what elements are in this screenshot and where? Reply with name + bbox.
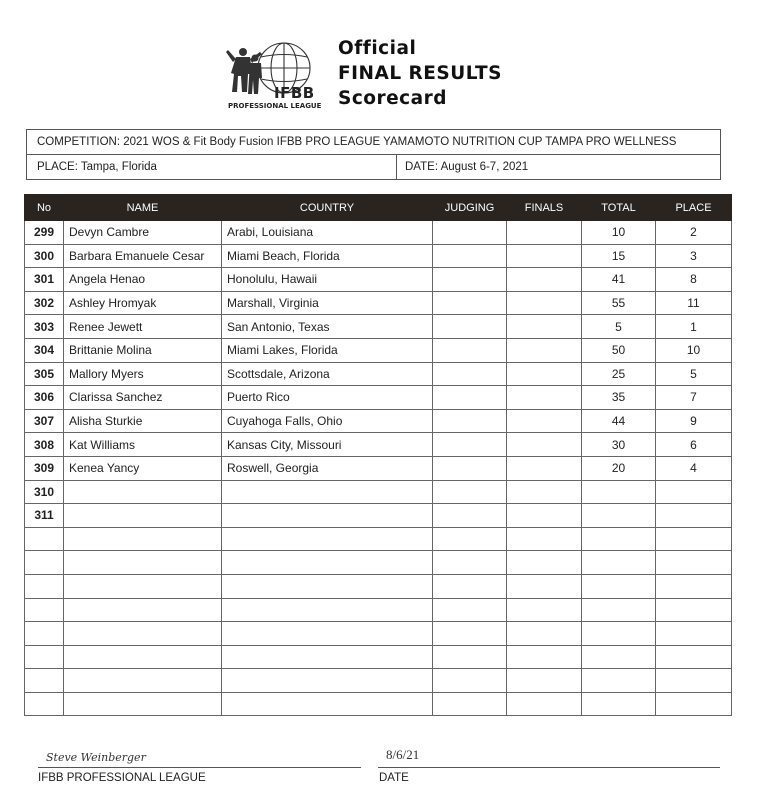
cell-finals [507, 622, 582, 646]
cell-name: Clarissa Sanchez [64, 386, 222, 410]
cell-place: 4 [656, 456, 732, 480]
cell-judging [433, 574, 507, 598]
cell-no: 299 [25, 221, 64, 245]
cell-no: 303 [25, 315, 64, 339]
cell-country: Honolulu, Hawaii [222, 268, 433, 292]
cell-name: Renee Jewett [64, 315, 222, 339]
table-row [25, 527, 732, 551]
cell-no: 307 [25, 409, 64, 433]
cell-judging [433, 244, 507, 268]
cell-name [64, 527, 222, 551]
cell-country: Miami Lakes, Florida [222, 338, 433, 362]
competition-label: COMPETITION: 2021 WOS & Fit Body Fusion IFBB PRO LEAGUE YAMAMOTO NUTRITION CUP TAMPA PRO WELLNESS [27, 130, 720, 155]
table-row [25, 338, 732, 362]
table-row [25, 268, 732, 292]
cell-name: Devyn Cambre [64, 221, 222, 245]
cell-judging [433, 433, 507, 457]
cell-judging [433, 409, 507, 433]
cell-judging [433, 669, 507, 693]
table-row [25, 362, 732, 386]
cell-finals [507, 645, 582, 669]
cell-total: 41 [582, 268, 656, 292]
cell-total: 35 [582, 386, 656, 410]
cell-place: 8 [656, 268, 732, 292]
cell-no: 311 [25, 504, 64, 528]
cell-judging [433, 645, 507, 669]
cell-no [25, 527, 64, 551]
cell-place: 11 [656, 291, 732, 315]
cell-country [222, 669, 433, 693]
cell-no: 308 [25, 433, 64, 457]
cell-place: 3 [656, 244, 732, 268]
cell-judging [433, 386, 507, 410]
header-country: COUNTRY [222, 195, 433, 221]
cell-name: Kenea Yancy [64, 456, 222, 480]
signature-line [38, 767, 361, 768]
cell-name: Alisha Sturkie [64, 409, 222, 433]
cell-total [582, 669, 656, 693]
cell-place: 5 [656, 362, 732, 386]
cell-judging [433, 221, 507, 245]
cell-country: Roswell, Georgia [222, 456, 433, 480]
cell-country [222, 480, 433, 504]
cell-total [582, 480, 656, 504]
cell-name [64, 692, 222, 716]
cell-no: 302 [25, 291, 64, 315]
table-row [25, 622, 732, 646]
competition-info-box [26, 129, 721, 180]
cell-finals [507, 456, 582, 480]
cell-finals [507, 669, 582, 693]
cell-finals [507, 315, 582, 339]
cell-total [582, 574, 656, 598]
cell-no [25, 645, 64, 669]
cell-place [656, 504, 732, 528]
table-row [25, 551, 732, 575]
cell-finals [507, 268, 582, 292]
cell-total [582, 598, 656, 622]
cell-name: Barbara Emanuele Cesar [64, 244, 222, 268]
cell-finals [507, 221, 582, 245]
cell-finals [507, 291, 582, 315]
table-row [25, 244, 732, 268]
cell-no: 304 [25, 338, 64, 362]
cell-total [582, 551, 656, 575]
cell-finals [507, 598, 582, 622]
header-place: PLACE [656, 195, 732, 221]
cell-finals [507, 527, 582, 551]
table-row [25, 574, 732, 598]
cell-finals [507, 574, 582, 598]
cell-no: 309 [25, 456, 64, 480]
cell-finals [507, 504, 582, 528]
cell-no: 305 [25, 362, 64, 386]
cell-total: 44 [582, 409, 656, 433]
cell-total [582, 645, 656, 669]
cell-judging [433, 315, 507, 339]
table-row [25, 456, 732, 480]
cell-judging [433, 551, 507, 575]
cell-country [222, 551, 433, 575]
cell-country [222, 692, 433, 716]
cell-judging [433, 480, 507, 504]
cell-name [64, 598, 222, 622]
cell-finals [507, 692, 582, 716]
cell-country [222, 645, 433, 669]
cell-place [656, 598, 732, 622]
cell-total: 15 [582, 244, 656, 268]
cell-total: 10 [582, 221, 656, 245]
cell-country: San Antonio, Texas [222, 315, 433, 339]
header-name: NAME [64, 195, 222, 221]
header-judging: JUDGING [433, 195, 507, 221]
date-line [378, 767, 720, 768]
cell-judging [433, 268, 507, 292]
cell-country [222, 504, 433, 528]
header-no: No [25, 195, 64, 221]
cell-country: Miami Beach, Florida [222, 244, 433, 268]
cell-name: Ashley Hromyak [64, 291, 222, 315]
cell-finals [507, 480, 582, 504]
title-line-2: FINAL RESULTS [338, 63, 502, 84]
page-title [338, 36, 502, 111]
cell-place [656, 645, 732, 669]
table-row [25, 221, 732, 245]
org-label: IFBB PROFESSIONAL LEAGUE [38, 772, 206, 784]
cell-name [64, 574, 222, 598]
cell-name [64, 504, 222, 528]
cell-place [656, 622, 732, 646]
cell-no [25, 622, 64, 646]
table-row [25, 315, 732, 339]
cell-total: 55 [582, 291, 656, 315]
cell-country [222, 622, 433, 646]
cell-judging [433, 362, 507, 386]
signed-date: 8/6/21 [386, 747, 420, 762]
cell-place: 10 [656, 338, 732, 362]
cell-country [222, 598, 433, 622]
cell-place [656, 574, 732, 598]
cell-name [64, 669, 222, 693]
header-total: TOTAL [582, 195, 656, 221]
cell-no: 301 [25, 268, 64, 292]
cell-finals [507, 551, 582, 575]
cell-place [656, 480, 732, 504]
cell-name [64, 645, 222, 669]
cell-finals [507, 433, 582, 457]
cell-country: Cuyahoga Falls, Ohio [222, 409, 433, 433]
cell-judging [433, 622, 507, 646]
cell-name [64, 622, 222, 646]
table-row [25, 386, 732, 410]
date-footer-label: DATE [379, 772, 409, 784]
cell-country: Arabi, Louisiana [222, 221, 433, 245]
cell-country [222, 527, 433, 551]
signature: Steve Weinberger [46, 751, 146, 764]
cell-place [656, 551, 732, 575]
cell-place: 1 [656, 315, 732, 339]
cell-country [222, 574, 433, 598]
table-row [25, 504, 732, 528]
cell-finals [507, 244, 582, 268]
table-row [25, 409, 732, 433]
table-row [25, 692, 732, 716]
cell-total [582, 692, 656, 716]
table-row [25, 645, 732, 669]
date-label: DATE: August 6-7, 2021 [405, 161, 529, 173]
cell-place [656, 527, 732, 551]
cell-name: Brittanie Molina [64, 338, 222, 362]
cell-judging [433, 504, 507, 528]
table-row [25, 433, 732, 457]
cell-no: 306 [25, 386, 64, 410]
cell-finals [507, 386, 582, 410]
cell-country: Scottsdale, Arizona [222, 362, 433, 386]
cell-total: 5 [582, 315, 656, 339]
cell-no [25, 551, 64, 575]
cell-no: 310 [25, 480, 64, 504]
cell-total: 25 [582, 362, 656, 386]
table-row [25, 291, 732, 315]
table-row [25, 598, 732, 622]
cell-country: Marshall, Virginia [222, 291, 433, 315]
cell-judging [433, 291, 507, 315]
cell-no [25, 574, 64, 598]
cell-total: 20 [582, 456, 656, 480]
table-row [25, 669, 732, 693]
cell-finals [507, 338, 582, 362]
cell-place [656, 692, 732, 716]
cell-no [25, 598, 64, 622]
cell-judging [433, 692, 507, 716]
title-line-3: Scorecard [338, 88, 447, 109]
table-row [25, 480, 732, 504]
cell-place [656, 669, 732, 693]
cell-total [582, 527, 656, 551]
title-line-1: Official [338, 38, 417, 59]
cell-no [25, 692, 64, 716]
cell-place: 9 [656, 409, 732, 433]
ifbb-logo [222, 40, 327, 112]
cell-place: 6 [656, 433, 732, 457]
cell-country: Kansas City, Missouri [222, 433, 433, 457]
header-finals: FINALS [507, 195, 582, 221]
cell-judging [433, 527, 507, 551]
cell-total [582, 504, 656, 528]
cell-judging [433, 456, 507, 480]
cell-name: Mallory Myers [64, 362, 222, 386]
logo-subtext: PROFESSIONAL LEAGUE [228, 102, 322, 110]
cell-no [25, 669, 64, 693]
cell-no: 300 [25, 244, 64, 268]
cell-place: 2 [656, 221, 732, 245]
cell-total: 50 [582, 338, 656, 362]
cell-finals [507, 409, 582, 433]
cell-finals [507, 362, 582, 386]
table-header-row [25, 195, 732, 221]
cell-name [64, 480, 222, 504]
cell-country: Puerto Rico [222, 386, 433, 410]
cell-total [582, 622, 656, 646]
cell-total: 30 [582, 433, 656, 457]
cell-name: Kat Williams [64, 433, 222, 457]
cell-judging [433, 338, 507, 362]
cell-judging [433, 598, 507, 622]
place-label: PLACE: Tampa, Florida [27, 155, 397, 179]
cell-place: 7 [656, 386, 732, 410]
cell-name: Angela Henao [64, 268, 222, 292]
results-table [24, 194, 732, 716]
cell-name [64, 551, 222, 575]
logo-ifbb-text: IFBB [274, 84, 315, 102]
